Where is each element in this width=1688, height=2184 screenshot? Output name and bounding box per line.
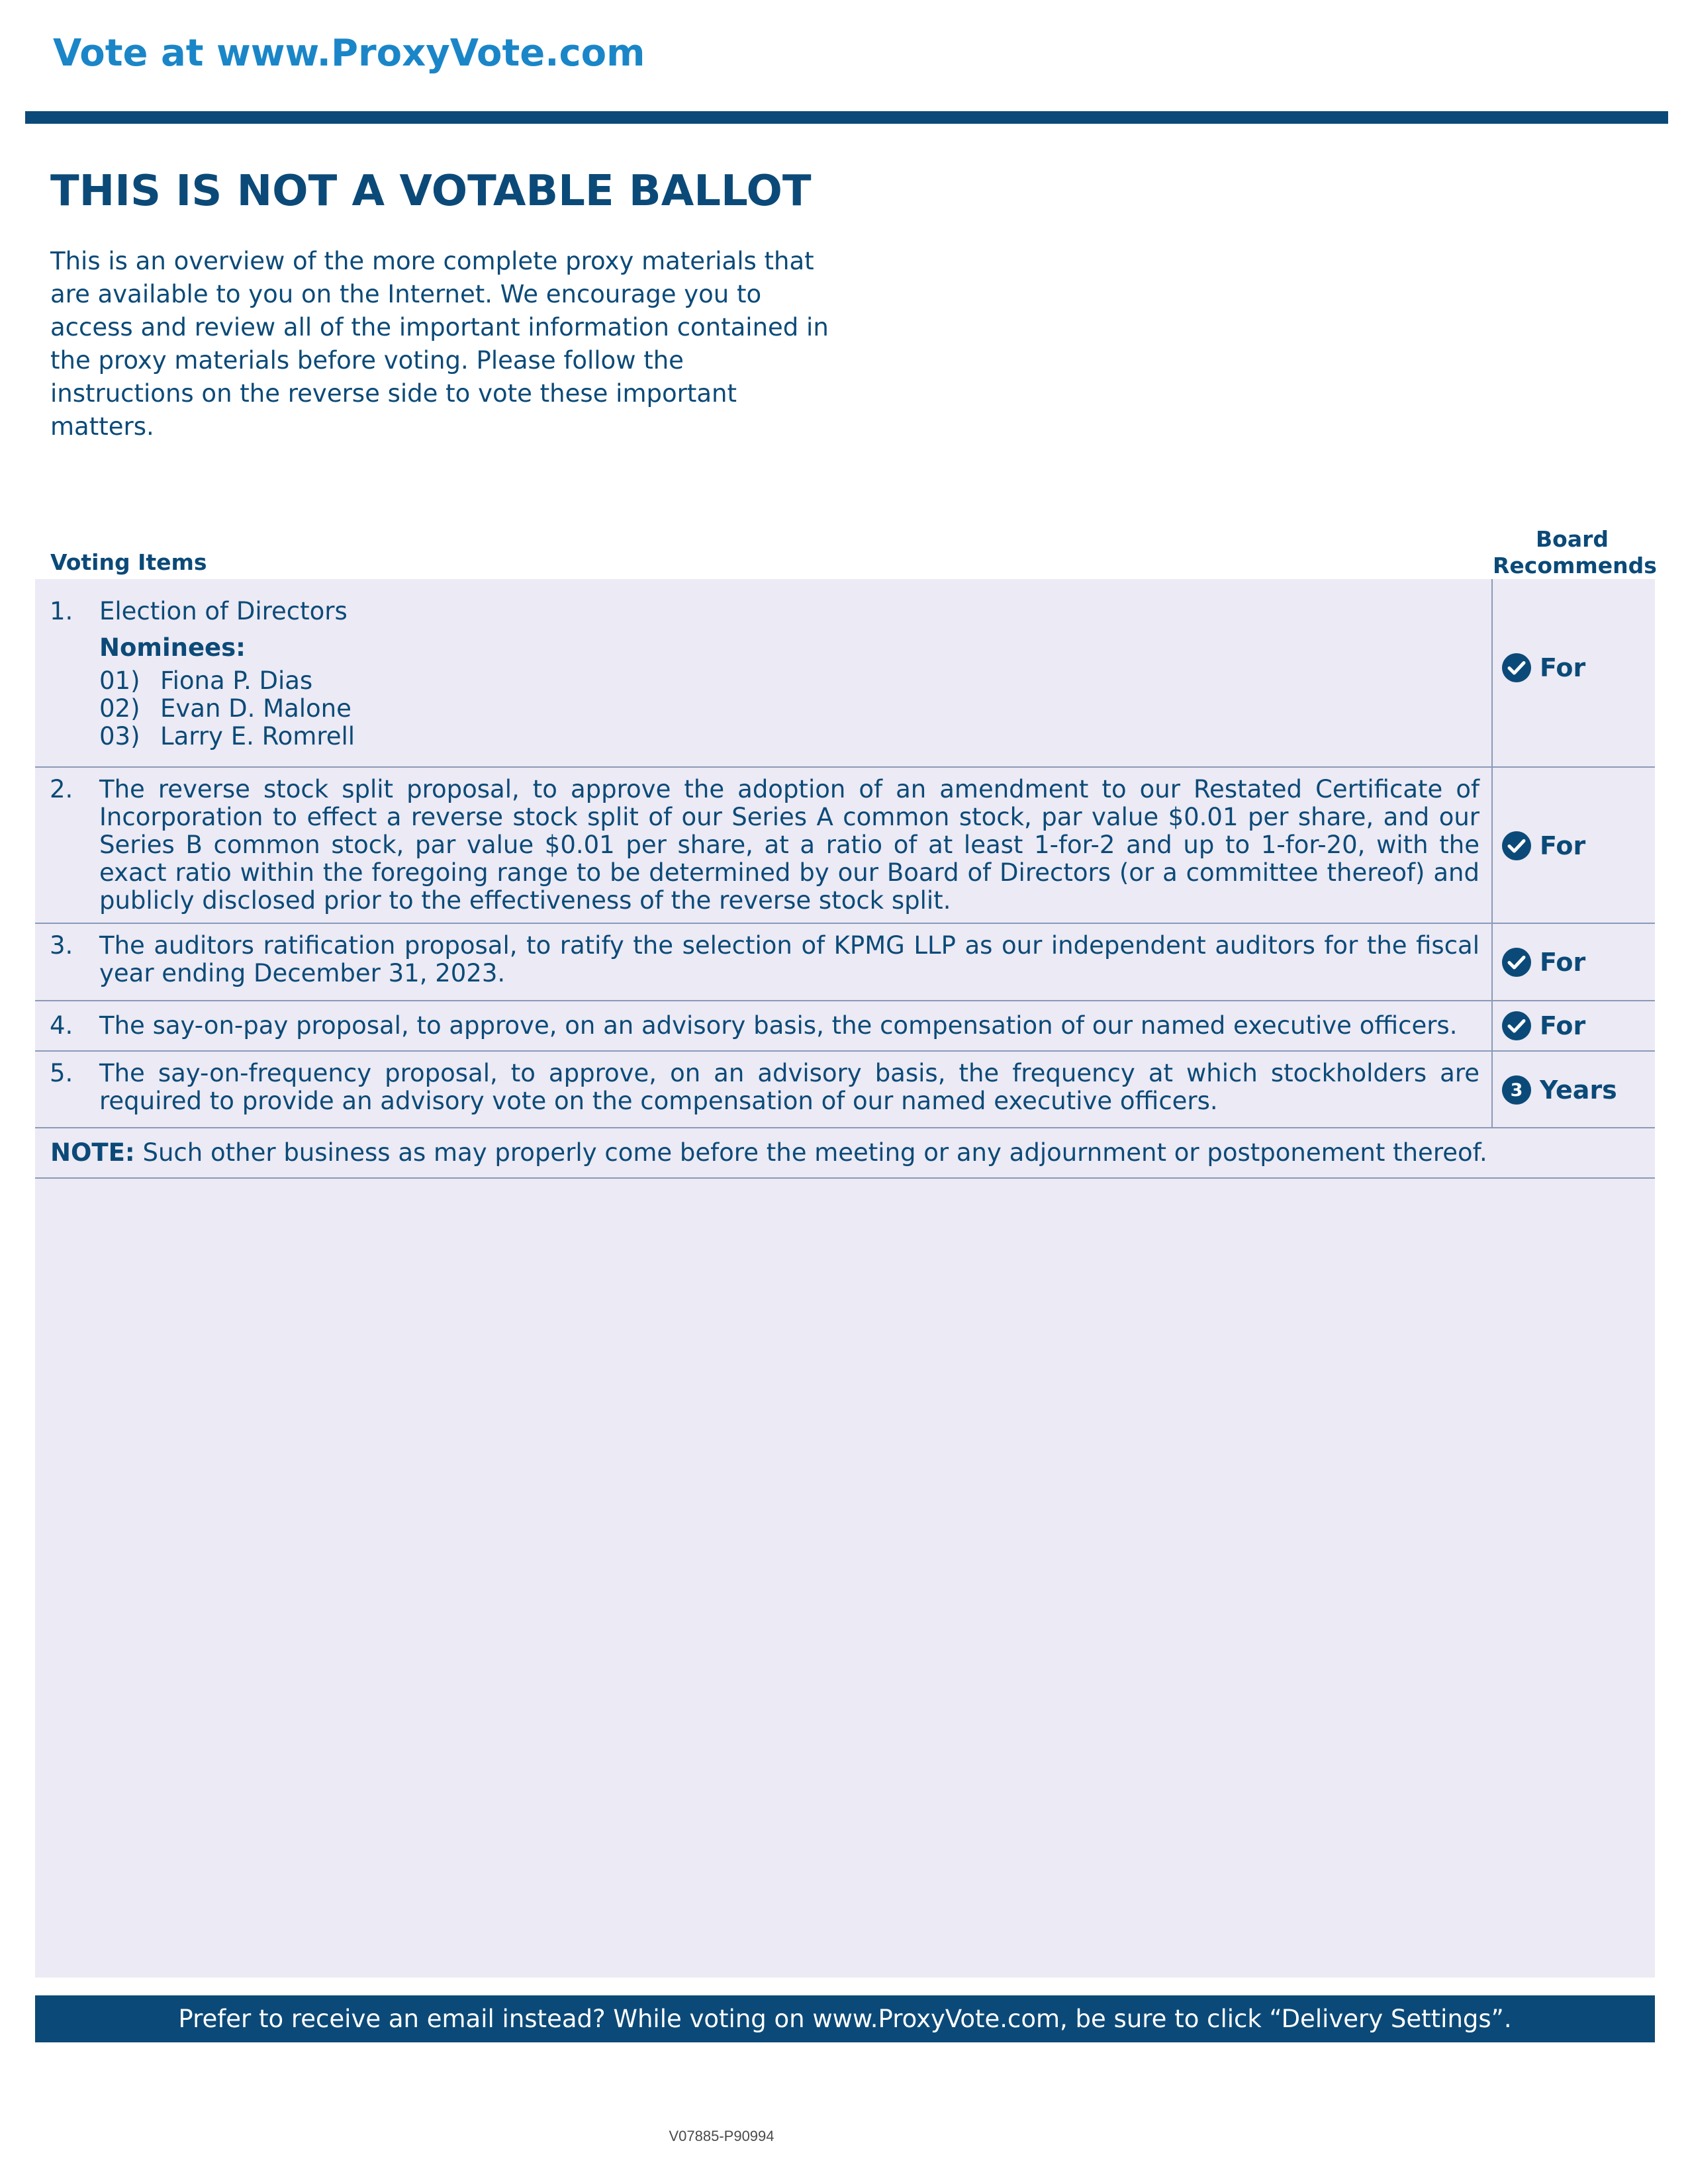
item-text: The auditors ratification proposal, to ratify the selection of KPMG LLP as our independent auditors for the fiscal year ending December 31, 2023. [99, 931, 1479, 987]
item-number: 1. [50, 597, 73, 625]
header-rule [25, 111, 1668, 124]
document-code: V07885-P90994 [669, 2128, 774, 2144]
delivery-settings-banner [35, 1995, 1655, 2042]
page-title: THIS IS NOT A VOTABLE BALLOT [50, 167, 812, 216]
board-recommendation [1501, 652, 1585, 684]
item-number: 5. [50, 1059, 73, 1087]
nominees-label: Nominees: [99, 633, 246, 662]
board-recommendation [1501, 1010, 1585, 1042]
item-number: 4. [50, 1011, 73, 1040]
item-text: Election of Directors [99, 597, 348, 625]
board-header-line2: Recommends [1493, 553, 1657, 578]
recommendation-text: For [1540, 948, 1586, 977]
board-recommends-header [1493, 526, 1657, 579]
board-header-line1: Board [1536, 526, 1609, 552]
item-number: 2. [50, 775, 73, 803]
column-divider [1491, 1001, 1493, 1050]
intro-paragraph: This is an overview of the more complete proxy materials that are available to you on the Internet. We encourage you to access and review all of the important information contained in the proxy materials before voting. Please follow the instructions on the reverse side to vote these important matters. [50, 247, 829, 441]
voting-items-header: Voting Items [50, 549, 207, 575]
check-circle-icon [1501, 947, 1532, 978]
voting-item-2 [35, 768, 1655, 924]
proxyvote-link[interactable]: Vote at www.ProxyVote.com [53, 32, 645, 75]
column-divider [1491, 1052, 1493, 1127]
board-recommendation [1501, 830, 1585, 862]
note-text [50, 1139, 1487, 1167]
banner-text: Prefer to receive an email instead? While voting on www.ProxyVote.com, be sure to click “Delivery Settings”. [178, 2005, 1512, 2033]
nominee-name: Fiona P. Dias [160, 666, 313, 695]
nominee [99, 695, 352, 723]
icon-number: 3 [1510, 1080, 1523, 1101]
column-divider [1491, 579, 1493, 766]
note-body: Such other business as may properly come before the meeting or any adjournment or postponement thereof. [134, 1138, 1487, 1167]
recommendation-text: For [1540, 1011, 1586, 1040]
nominee-number: 01) [99, 666, 140, 695]
item-text: The reverse stock split proposal, to approve the adoption of an amendment to our Restated Certificate of Incorporation to effect a reverse stock split of our Series A common stock, par value $0.01 per share, and our Series B common stock, par value $0.01 per share, at a ratio of at least 1-for-2 and up to 1-for-20, with the exact ratio within the foregoing range to be determined by our Board of Directors (or a committee thereof) and publicly disclosed prior to the effectiveness of the reverse stock split. [99, 775, 1479, 915]
nominee-name: Evan D. Malone [160, 694, 352, 723]
check-circle-icon [1501, 1011, 1532, 1041]
recommendation-text: For [1540, 653, 1586, 682]
check-circle-icon [1501, 653, 1532, 683]
board-recommendation [1501, 946, 1585, 978]
nominee [99, 723, 355, 751]
voting-item-3 [35, 924, 1655, 1001]
column-divider [1491, 768, 1493, 923]
check-circle-icon [1501, 831, 1532, 861]
voting-item-4 [35, 1001, 1655, 1052]
board-recommendation [1501, 1074, 1617, 1106]
nominee [99, 667, 312, 695]
item-text: The say-on-frequency proposal, to approve, on an advisory basis, the frequency at which stockholders are required to provide an advisory vote on the compensation of our named executive officers. [99, 1059, 1479, 1115]
recommendation-text: Years [1540, 1075, 1617, 1105]
nominee-name: Larry E. Romrell [160, 722, 355, 751]
recommendation-text: For [1540, 831, 1586, 860]
column-divider [1491, 924, 1493, 1000]
nominee-number: 03) [99, 722, 140, 751]
voting-item-1 [35, 579, 1655, 768]
number-circle-icon [1501, 1075, 1532, 1105]
voting-item-5 [35, 1052, 1655, 1128]
item-number: 3. [50, 931, 73, 960]
note-label: NOTE: [50, 1138, 135, 1167]
item-text: The say-on-pay proposal, to approve, on an advisory basis, the compensation of our named executive officers. [99, 1011, 1458, 1040]
nominee-number: 02) [99, 694, 140, 723]
